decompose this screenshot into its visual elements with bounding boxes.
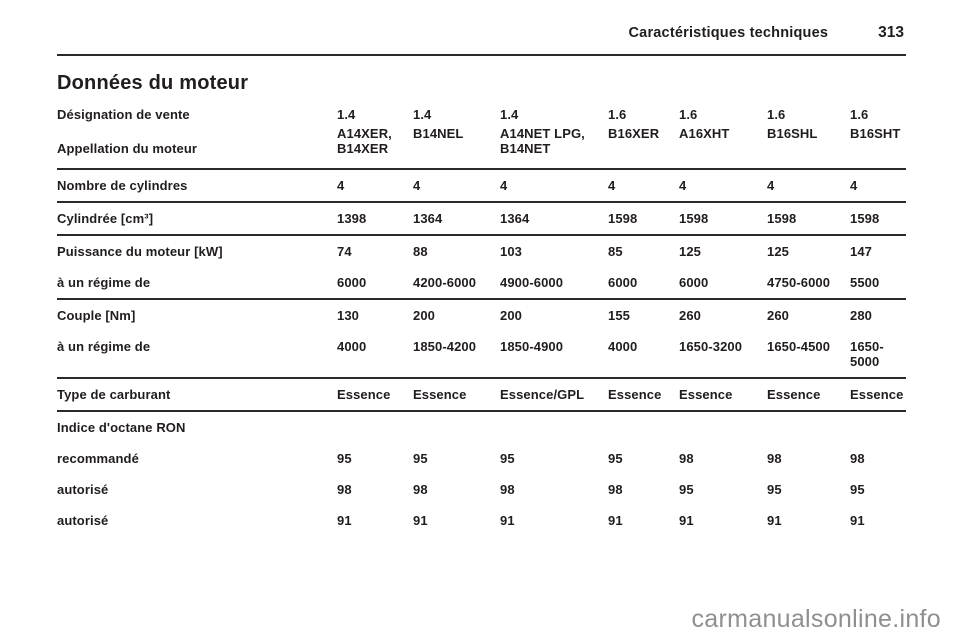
row-value: 4 bbox=[850, 178, 858, 193]
row-value: Essence bbox=[413, 387, 467, 402]
row-value: 1.6 bbox=[608, 107, 627, 122]
row-value: 91 bbox=[413, 513, 428, 528]
row-value: 1598 bbox=[767, 211, 797, 226]
row-value: 88 bbox=[413, 244, 428, 259]
row-value: Essence bbox=[850, 387, 904, 402]
row-value: 95 bbox=[413, 451, 428, 466]
row-value: 1598 bbox=[850, 211, 880, 226]
row-value: 4 bbox=[413, 178, 421, 193]
watermark: carmanualsonline.info bbox=[691, 605, 941, 633]
section-title: Données du moteur bbox=[57, 72, 249, 94]
row-value: 1364 bbox=[500, 211, 530, 226]
table-row bbox=[57, 412, 906, 443]
row-label: Type de carburant bbox=[57, 387, 171, 402]
row-value: 98 bbox=[850, 451, 865, 466]
header-divider bbox=[57, 54, 906, 56]
row-value: 1650-3200 bbox=[679, 339, 743, 354]
row-value: B16SHT bbox=[850, 126, 901, 141]
row-value: 4000 bbox=[608, 339, 638, 354]
row-label: Cylindrée [cm³] bbox=[57, 211, 154, 226]
row-value: 95 bbox=[679, 482, 694, 497]
row-value: 280 bbox=[850, 308, 872, 323]
table-row bbox=[57, 203, 906, 236]
table-row bbox=[57, 443, 906, 474]
row-value: 5500 bbox=[850, 275, 880, 290]
row-value: 98 bbox=[767, 451, 782, 466]
row-value: 147 bbox=[850, 244, 872, 259]
row-value: 6000 bbox=[679, 275, 709, 290]
page-content bbox=[57, 0, 906, 536]
table-row bbox=[57, 474, 906, 505]
chapter-title: Caractéristiques techniques bbox=[628, 25, 829, 41]
row-value: 103 bbox=[500, 244, 522, 259]
row-value: 155 bbox=[608, 308, 630, 323]
row-value: 95 bbox=[850, 482, 865, 497]
row-value: 85 bbox=[608, 244, 623, 259]
row-value: B14NEL bbox=[413, 126, 464, 141]
table-row bbox=[57, 267, 906, 300]
row-value: 98 bbox=[337, 482, 352, 497]
row-value: 1.4 bbox=[500, 107, 519, 122]
table-row bbox=[57, 103, 906, 124]
row-value: 125 bbox=[767, 244, 789, 259]
row-value: 1364 bbox=[413, 211, 443, 226]
row-value: 91 bbox=[500, 513, 515, 528]
row-label: à un régime de bbox=[57, 275, 151, 290]
row-value: 91 bbox=[679, 513, 694, 528]
row-value: 98 bbox=[679, 451, 694, 466]
row-value: Essence/GPL bbox=[500, 387, 585, 402]
table-row bbox=[57, 124, 906, 170]
row-value: 95 bbox=[608, 451, 623, 466]
row-value: 98 bbox=[413, 482, 428, 497]
row-value: 200 bbox=[413, 308, 435, 323]
row-label: recommandé bbox=[57, 451, 139, 466]
row-label: Couple [Nm] bbox=[57, 308, 136, 323]
row-value: 1398 bbox=[337, 211, 367, 226]
row-value: 95 bbox=[500, 451, 515, 466]
row-value: 4000 bbox=[337, 339, 367, 354]
table-row bbox=[57, 236, 906, 267]
row-value: 1.6 bbox=[850, 107, 869, 122]
row-value: 4 bbox=[337, 178, 345, 193]
row-value: Essence bbox=[337, 387, 391, 402]
row-value: 91 bbox=[337, 513, 352, 528]
row-value: Essence bbox=[767, 387, 821, 402]
row-label: Puissance du moteur [kW] bbox=[57, 244, 223, 259]
row-value: 200 bbox=[500, 308, 522, 323]
row-value: 1650-4500 bbox=[767, 339, 831, 354]
row-value: 98 bbox=[500, 482, 515, 497]
row-value: 260 bbox=[767, 308, 789, 323]
row-label: autorisé bbox=[57, 482, 109, 497]
row-value: A14XER, B14XER bbox=[337, 126, 392, 156]
row-value: 1650-5000 bbox=[850, 339, 884, 369]
row-value: 4900-6000 bbox=[500, 275, 564, 290]
table-row bbox=[57, 300, 906, 331]
table-row bbox=[57, 505, 906, 536]
row-value: Essence bbox=[679, 387, 733, 402]
row-value: 1.6 bbox=[679, 107, 698, 122]
row-label: à un régime de bbox=[57, 339, 151, 354]
table-row bbox=[57, 170, 906, 203]
row-value: 1850-4200 bbox=[413, 339, 477, 354]
row-value: 91 bbox=[608, 513, 623, 528]
row-label: Désignation de vente bbox=[57, 107, 190, 122]
row-value: 91 bbox=[767, 513, 782, 528]
row-value: 4 bbox=[500, 178, 508, 193]
row-label: autorisé bbox=[57, 513, 109, 528]
row-value: 4 bbox=[608, 178, 616, 193]
row-value: 74 bbox=[337, 244, 352, 259]
row-value: 4750-6000 bbox=[767, 275, 831, 290]
row-value: 260 bbox=[679, 308, 701, 323]
row-value: 1.6 bbox=[767, 107, 786, 122]
page-number: 313 bbox=[878, 24, 904, 41]
row-value: 1598 bbox=[608, 211, 638, 226]
row-value: 4 bbox=[767, 178, 775, 193]
row-value: 91 bbox=[850, 513, 865, 528]
row-label: Indice d'octane RON bbox=[57, 420, 186, 435]
row-value: 95 bbox=[767, 482, 782, 497]
row-value: B16SHL bbox=[767, 126, 818, 141]
row-value: 125 bbox=[679, 244, 701, 259]
row-value: 1598 bbox=[679, 211, 709, 226]
row-label: Nombre de cylindres bbox=[57, 178, 188, 193]
row-value: A14NET LPG, B14NET bbox=[500, 126, 585, 156]
row-value: 130 bbox=[337, 308, 359, 323]
table-row bbox=[57, 331, 906, 379]
row-value: 6000 bbox=[608, 275, 638, 290]
row-value: 4200-6000 bbox=[413, 275, 477, 290]
row-value: 4 bbox=[679, 178, 687, 193]
row-value: B16XER bbox=[608, 126, 660, 141]
row-value: Essence bbox=[608, 387, 662, 402]
table-row bbox=[57, 379, 906, 412]
row-value: A16XHT bbox=[679, 126, 730, 141]
row-value: 98 bbox=[608, 482, 623, 497]
engine-data-table bbox=[57, 103, 906, 536]
row-value: 1.4 bbox=[413, 107, 432, 122]
row-value: 95 bbox=[337, 451, 352, 466]
row-value: 1850-4900 bbox=[500, 339, 564, 354]
page-header bbox=[57, 0, 906, 42]
row-label: Appellation du moteur bbox=[57, 141, 198, 156]
row-value: 6000 bbox=[337, 275, 367, 290]
row-value: 1.4 bbox=[337, 107, 356, 122]
